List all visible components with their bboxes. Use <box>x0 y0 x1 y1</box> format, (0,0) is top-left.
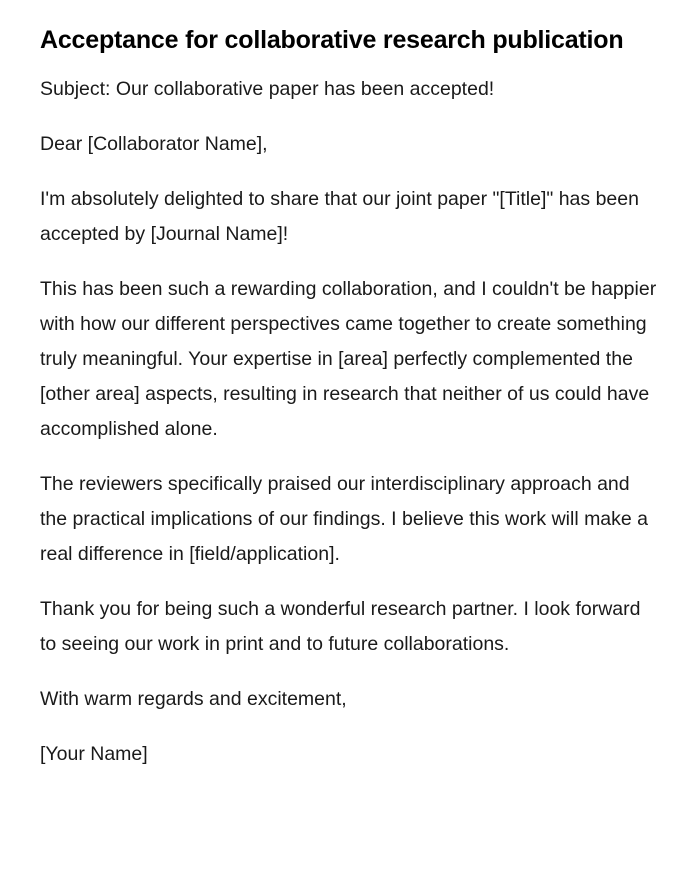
body-paragraph-reviewers: The reviewers specifically praised our interdisciplinary approach and the practical implications of our findings. I believe this work will make a real difference in [field/application]. <box>40 473 649 565</box>
document-title: Acceptance for collaborative research publication <box>40 26 624 54</box>
closing: With warm regards and excitement, <box>40 688 347 710</box>
salutation: Dear [Collaborator Name], <box>40 133 268 155</box>
body-paragraph-thanks: Thank you for being such a wonderful research partner. I look forward to seeing our work in print and to future collaborations. <box>40 598 641 655</box>
subject-line: Subject: Our collaborative paper has been accepted! <box>40 78 495 100</box>
body-paragraph-collaboration: This has been such a rewarding collaboration, and I couldn't be happier with how our different perspectives came together to create something truly meaningful. Your expertise in [area] perfectly complemented the [other area] aspects, resulting in research that neither of us could have accomplished alone. <box>40 278 657 440</box>
signature-name: [Your Name] <box>40 743 148 765</box>
body-paragraph-announcement: I'm absolutely delighted to share that our joint paper "[Title]" has been accepted by [Journal Name]! <box>40 188 639 245</box>
